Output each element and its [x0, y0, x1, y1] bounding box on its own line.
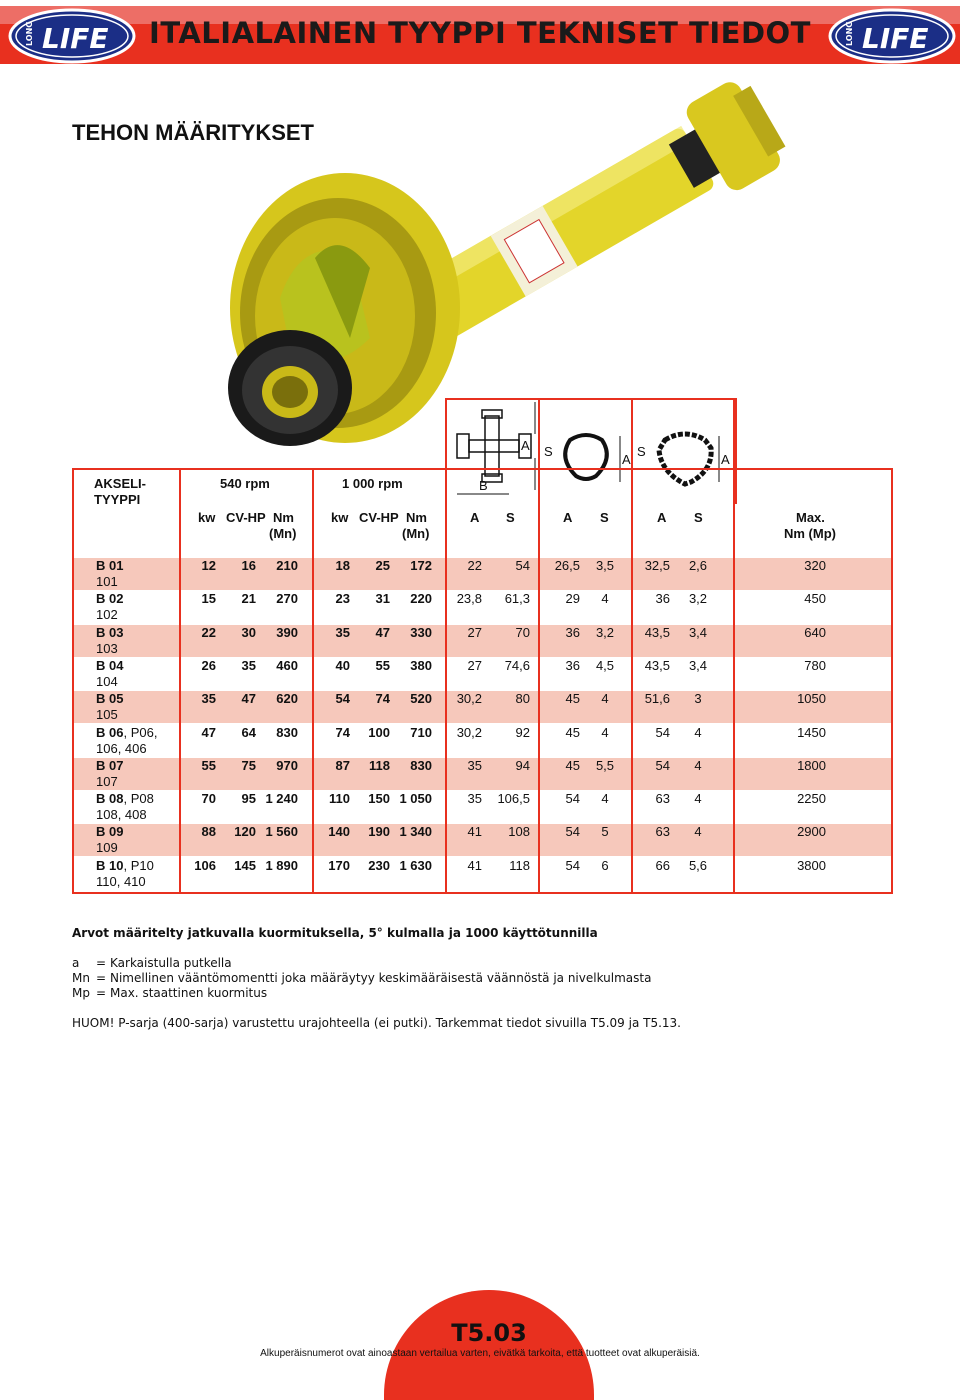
- type-cell: [96, 791, 154, 807]
- notes-headline: Arvot määritelty jatkuvalla kuormituksella, 5° kulmalla ja 1000 käyttötunnilla: [72, 926, 598, 940]
- cell-cv1: 30: [241, 625, 256, 640]
- cell-a1: 41: [467, 824, 482, 839]
- col-divider: [538, 398, 540, 894]
- cell-mp: 780: [804, 658, 826, 673]
- cell-cv1: 47: [241, 691, 256, 706]
- cell-kw2: 140: [328, 824, 350, 839]
- type-code: B 10: [96, 858, 124, 873]
- type-alt: , P10: [123, 858, 154, 873]
- cell-mp: 320: [804, 558, 826, 573]
- page-header: [0, 0, 960, 70]
- cell-cv2: 190: [368, 824, 390, 839]
- col-divider: [312, 468, 314, 894]
- cell-s3: 5,6: [688, 858, 708, 873]
- header-a: A: [657, 510, 667, 525]
- cell-nm1: 210: [276, 558, 298, 573]
- header-type-2: TYYPPI: [94, 492, 141, 507]
- type-cell: [96, 658, 123, 674]
- cell-s1: 118: [509, 858, 530, 873]
- cell-nm1: 1 560: [265, 824, 298, 839]
- cell-kw2: 170: [328, 858, 350, 873]
- cell-nm2: 172: [410, 558, 432, 573]
- type-numbers: 107: [96, 774, 118, 789]
- cell-s3: 3,4: [688, 658, 708, 673]
- header-s: S: [694, 510, 703, 525]
- cell-cv2: 118: [369, 758, 390, 773]
- logo-long-text: LONG: [25, 21, 34, 46]
- cell-kw1: 70: [201, 791, 216, 806]
- dim-s-label: S: [637, 444, 646, 459]
- cell-kw1: 22: [201, 625, 216, 640]
- type-cell: [96, 758, 123, 774]
- cell-mp: 2250: [797, 791, 826, 806]
- header-1000rpm: 1 000 rpm: [342, 476, 403, 491]
- cell-s1: 108: [508, 824, 530, 839]
- cell-a1: 35: [467, 791, 482, 806]
- cell-a2: 36: [565, 625, 580, 640]
- cell-cv2: 230: [368, 858, 390, 873]
- cell-mp: 640: [804, 625, 826, 640]
- type-numbers: 103: [96, 641, 118, 656]
- cell-cv1: 75: [241, 758, 256, 773]
- cell-nm2: 380: [410, 658, 432, 673]
- cell-a2: 45: [565, 725, 580, 740]
- cell-nm2: 220: [410, 591, 432, 606]
- brand-logo-right: [828, 8, 956, 64]
- cell-cv1: 35: [241, 658, 256, 673]
- cell-kw2: 87: [335, 758, 350, 773]
- col-divider: [179, 468, 181, 894]
- cell-kw1: 15: [201, 591, 216, 606]
- col-divider: [445, 468, 447, 894]
- type-cell: [96, 691, 123, 707]
- cell-s2: 5: [601, 824, 609, 839]
- cell-cv2: 47: [375, 625, 390, 640]
- cell-nm2: 710: [410, 725, 432, 740]
- cell-kw1: 26: [201, 658, 216, 673]
- cell-a1: 27: [467, 658, 482, 673]
- cell-mp: 1450: [797, 725, 826, 740]
- cell-s1: 106,5: [497, 791, 530, 806]
- cell-s2: 4: [601, 691, 609, 706]
- cell-kw2: 18: [335, 558, 350, 573]
- type-code: B 05: [96, 691, 124, 706]
- cell-nm1: 270: [276, 591, 298, 606]
- header-type-1: AKSELI-: [94, 476, 146, 491]
- cell-nm1: 830: [276, 725, 298, 740]
- cell-nm1: 390: [276, 625, 298, 640]
- cell-a1: 30,2: [456, 725, 482, 740]
- header-cvhp: CV-HP: [359, 510, 399, 525]
- cell-s1: 61,3: [504, 591, 530, 606]
- cell-s3: 4: [694, 725, 702, 740]
- cell-s3: 2,6: [688, 558, 708, 573]
- cell-nm2: 1 050: [399, 791, 432, 806]
- header-max: Max.: [796, 510, 825, 525]
- cell-a3: 43,5: [644, 625, 670, 640]
- legend-eq: =: [96, 986, 107, 1000]
- type-alt: , P06,: [123, 725, 158, 740]
- cell-cv1: 16: [241, 558, 256, 573]
- logo-life-text: LIFE: [42, 22, 109, 55]
- cell-s2: 4: [601, 591, 609, 606]
- cell-nm1: 620: [276, 691, 298, 706]
- page-title: ITALIALAINEN TYYPPI TEKNISET TIEDOT: [149, 16, 811, 50]
- cell-a1: 22: [467, 558, 482, 573]
- cell-kw1: 35: [201, 691, 216, 706]
- cell-a2: 54: [565, 858, 580, 873]
- cell-s2: 4: [601, 725, 609, 740]
- cell-kw2: 74: [335, 725, 350, 740]
- dim-a-label: A: [521, 438, 530, 453]
- legend-eq: =: [96, 971, 107, 985]
- cell-mp: 450: [804, 591, 826, 606]
- cell-cv2: 55: [375, 658, 390, 673]
- cell-a1: 23,8: [456, 591, 482, 606]
- col-divider: [631, 398, 633, 894]
- cell-cv2: 31: [375, 591, 390, 606]
- cell-kw1: 106: [194, 858, 216, 873]
- cell-mp: 1800: [797, 758, 826, 773]
- header-kw: kw: [198, 510, 216, 525]
- type-numbers: 109: [96, 840, 118, 855]
- cell-s3: 4: [694, 824, 702, 839]
- header-a: A: [563, 510, 573, 525]
- cell-a3: 63: [655, 791, 670, 806]
- cell-s1: 94: [515, 758, 530, 773]
- cell-a3: 32,5: [644, 558, 670, 573]
- header-cvhp: CV-HP: [226, 510, 266, 525]
- cell-s1: 92: [515, 725, 530, 740]
- cell-a2: 26,5: [554, 558, 580, 573]
- cell-a3: 36: [655, 591, 670, 606]
- cell-s3: 3,4: [688, 625, 708, 640]
- dim-a-label: A: [622, 452, 631, 467]
- type-cell: [96, 625, 123, 641]
- header-540rpm: 540 rpm: [220, 476, 270, 491]
- cell-cv1: 95: [241, 791, 256, 806]
- cell-nm1: 970: [276, 758, 298, 773]
- cell-a3: 66: [655, 858, 670, 873]
- cell-a1: 27: [467, 625, 482, 640]
- logo-long-text: LONG: [845, 21, 854, 46]
- cell-s1: 74,6: [504, 658, 530, 673]
- cell-cv1: 21: [241, 591, 256, 606]
- cell-cv2: 100: [368, 725, 390, 740]
- type-cell: [96, 725, 157, 741]
- cell-cv2: 25: [375, 558, 390, 573]
- col-divider: [733, 398, 735, 894]
- type-numbers: 110, 410: [96, 874, 146, 889]
- cell-mp: 3800: [797, 858, 826, 873]
- header-s: S: [600, 510, 609, 525]
- cell-cv2: 74: [375, 691, 390, 706]
- legend-text: Max. staattinen kuormitus: [110, 986, 268, 1000]
- cell-kw2: 35: [335, 625, 350, 640]
- cell-kw2: 40: [335, 658, 350, 673]
- type-cell: [96, 591, 123, 607]
- cell-s2: 4: [601, 791, 609, 806]
- type-code: B 07: [96, 758, 124, 773]
- cell-kw2: 54: [335, 691, 350, 706]
- cell-a2: 54: [565, 824, 580, 839]
- header-s: S: [506, 510, 515, 525]
- type-code: B 01: [96, 558, 124, 573]
- cell-kw2: 23: [335, 591, 350, 606]
- cell-nm2: 1 630: [399, 858, 432, 873]
- legend-key: Mn: [72, 971, 90, 985]
- logo-life-text: LIFE: [862, 22, 929, 55]
- type-numbers: 104: [96, 674, 118, 689]
- page-code: T5.03: [451, 1319, 527, 1347]
- cell-kw1: 12: [201, 558, 216, 573]
- legend-key: Mp: [72, 986, 90, 1000]
- type-code: B 09: [96, 824, 124, 839]
- cell-a3: 54: [655, 725, 670, 740]
- dim-b-label: B: [479, 478, 488, 493]
- type-code: B 03: [96, 625, 124, 640]
- cell-mp: 2900: [797, 824, 826, 839]
- header-nm: Nm: [406, 510, 427, 525]
- cell-a2: 36: [565, 658, 580, 673]
- cell-a1: 35: [467, 758, 482, 773]
- legend-key: a: [72, 956, 80, 970]
- cell-a1: 41: [467, 858, 482, 873]
- type-numbers: 101: [96, 574, 118, 589]
- type-code: B 04: [96, 658, 124, 673]
- cell-s2: 6: [601, 858, 609, 873]
- cell-cv1: 64: [241, 725, 256, 740]
- cell-kw1: 55: [201, 758, 216, 773]
- cell-nm2: 330: [410, 625, 432, 640]
- legend-eq: =: [96, 956, 107, 970]
- cell-a3: 51,6: [644, 691, 670, 706]
- cell-s3: 4: [694, 758, 702, 773]
- brand-logo-left: [8, 8, 136, 64]
- header-mn: (Mn): [402, 526, 430, 541]
- cell-a1: 30,2: [456, 691, 482, 706]
- cell-nm1: 1 890: [265, 858, 298, 873]
- cell-s2: 3,2: [595, 625, 615, 640]
- cell-s3: 3: [694, 691, 702, 706]
- type-code: B 06: [96, 725, 124, 740]
- header-mn: (Mn): [269, 526, 297, 541]
- header-kw: kw: [331, 510, 349, 525]
- cell-nm1: 460: [276, 658, 298, 673]
- dim-s-label: S: [544, 444, 553, 459]
- cell-s3: 4: [694, 791, 702, 806]
- cell-a2: 54: [565, 791, 580, 806]
- header-a: A: [470, 510, 480, 525]
- cell-nm2: 520: [410, 691, 432, 706]
- cell-s2: 5,5: [595, 758, 615, 773]
- cell-a3: 54: [655, 758, 670, 773]
- section-title: TEHON MÄÄRITYKSET: [72, 120, 314, 145]
- type-numbers: 105: [96, 707, 118, 722]
- dim-a-label: A: [721, 452, 730, 467]
- cell-cv1: 145: [234, 858, 256, 873]
- type-numbers: 106, 406: [96, 741, 147, 756]
- type-code: B 02: [96, 591, 124, 606]
- cell-s2: 4,5: [595, 658, 615, 673]
- footer-disclaimer: Alkuperäisnumerot ovat ainoastaan vertailua varten, eivätkä tarkoita, että tuotteet ovat alkuperäisiä.: [260, 1348, 700, 1359]
- cell-nm1: 1 240: [265, 791, 298, 806]
- cell-nm2: 1 340: [399, 824, 432, 839]
- cell-s1: 70: [515, 625, 530, 640]
- cell-kw2: 110: [329, 791, 350, 806]
- legend-text: Karkaistulla putkella: [110, 956, 232, 970]
- cell-mp: 1050: [797, 691, 826, 706]
- header-nm-mp: Nm (Mp): [784, 526, 836, 541]
- type-cell: [96, 558, 123, 574]
- huom-note: HUOM! P-sarja (400-sarja) varustettu urajohteella (ei putki). Tarkemmat tiedot sivuilla T5.09 ja T5.13.: [72, 1016, 681, 1030]
- cell-s2: 3,5: [595, 558, 615, 573]
- cell-kw1: 88: [201, 824, 216, 839]
- type-numbers: 102: [96, 607, 118, 622]
- cell-a2: 45: [565, 691, 580, 706]
- cell-s3: 3,2: [688, 591, 708, 606]
- cell-cv1: 120: [234, 824, 256, 839]
- cell-kw1: 47: [201, 725, 216, 740]
- type-cell: [96, 858, 154, 874]
- header-nm: Nm: [273, 510, 294, 525]
- cell-s1: 80: [515, 691, 530, 706]
- specs-table: [72, 468, 893, 894]
- cell-a2: 29: [565, 591, 580, 606]
- cell-s1: 54: [515, 558, 530, 573]
- cell-a3: 43,5: [644, 658, 670, 673]
- type-code: B 08: [96, 791, 124, 806]
- legend-text: Nimellinen vääntömomentti joka määräytyy keskimääräisestä väännöstä ja nivelkulmasta: [110, 971, 652, 985]
- type-numbers: 108, 408: [96, 807, 147, 822]
- cell-a2: 45: [565, 758, 580, 773]
- type-alt: , P08: [123, 791, 154, 806]
- cell-cv2: 150: [368, 791, 390, 806]
- cell-a3: 63: [655, 824, 670, 839]
- cell-nm2: 830: [410, 758, 432, 773]
- type-cell: [96, 824, 123, 840]
